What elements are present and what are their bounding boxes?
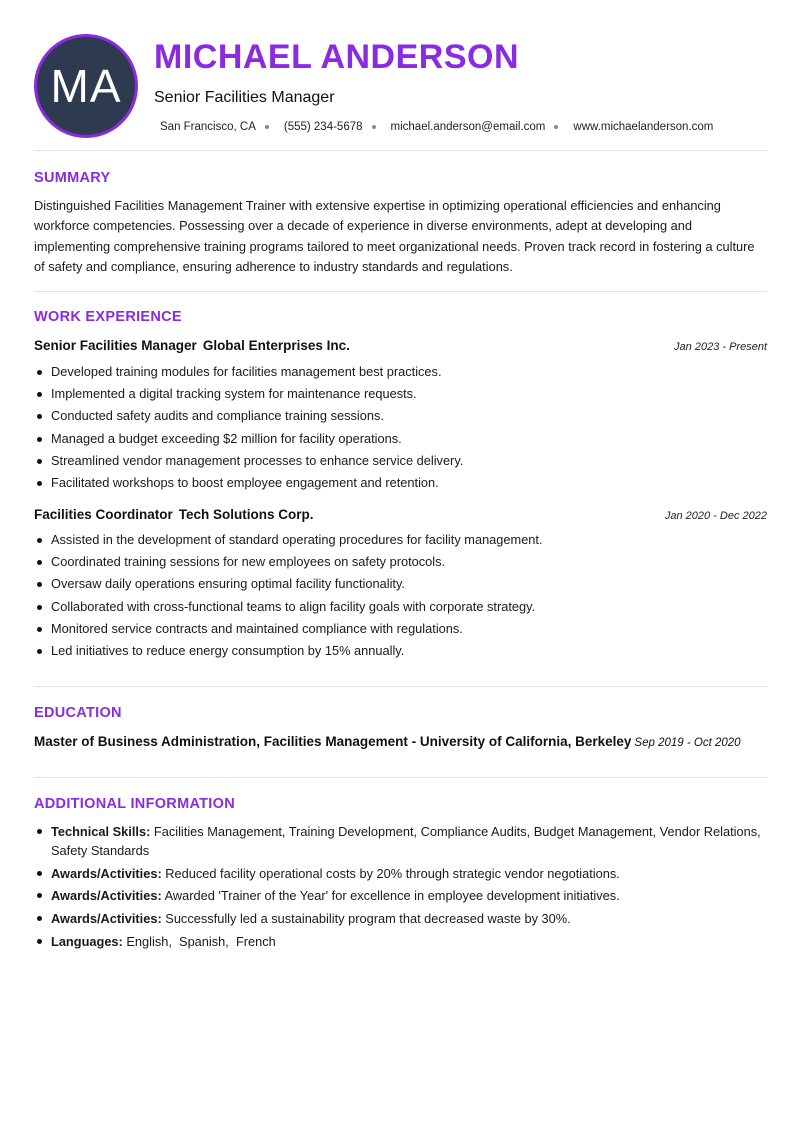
list-item: Managed a budget exceeding $2 million for facility operations. (34, 428, 767, 450)
info-text: English, Spanish, French (126, 933, 276, 949)
divider (34, 686, 767, 687)
info-text: Reduced facility operational costs by 20% through strategic vendor negotiations. (165, 865, 620, 881)
experience-heading: WORK EXPERIENCE (34, 309, 182, 325)
job-title-line (34, 507, 314, 522)
list-item: Conducted safety audits and compliance training sessions. (34, 405, 767, 427)
info-text: Facilities Management, Training Development, Compliance Audits, Budget Management, Vendor Relations, Safety Standards (51, 824, 761, 858)
list-item: Assisted in the development of standard operating procedures for facility management. (34, 529, 767, 551)
divider (34, 777, 767, 778)
job-title: Facilities Coordinator (34, 507, 173, 522)
job-header (34, 338, 767, 353)
list-item: Coordinated training sessions for new employees on safety protocols. (34, 551, 767, 573)
education-heading: EDUCATION (34, 705, 122, 721)
contact-line (160, 121, 713, 133)
avatar (34, 34, 138, 138)
divider (34, 291, 767, 292)
candidate-title: Senior Facilities Manager (154, 89, 335, 106)
education-dates: Sep 2019 - Oct 2020 (634, 737, 741, 749)
summary-text: Distinguished Facilities Management Trainer with extensive expertise in optimizing operational efficiencies and enhancing workforce competencies. Possessing over a decade of experience in diverse environments, adept at developing and implementing comprehensive training programs tailored to meet organizational needs. Proven track record in fostering a culture of safety and compliance, ensuring adherence to industry standards and regulations. (34, 198, 755, 274)
separator-dot (265, 125, 269, 129)
separator-dot (372, 125, 376, 129)
job-dates: Jan 2020 - Dec 2022 (664, 510, 767, 522)
divider (34, 150, 767, 151)
job-company: Global Enterprises Inc. (202, 338, 350, 353)
avatar-initials: MA (50, 60, 122, 112)
info-text: Awarded 'Trainer of the Year' for excellence in employee development initiatives. (164, 888, 620, 903)
list-item (34, 822, 767, 860)
info-label: Awards/Activities: (51, 888, 162, 903)
summary-heading: SUMMARY (34, 170, 111, 186)
list-item (34, 864, 767, 883)
job-bullets (34, 361, 767, 494)
separator-dot (554, 125, 558, 129)
contact-website[interactable]: www.michaelanderson.com (573, 121, 714, 133)
list-item: Developed training modules for facilities management best practices. (34, 361, 767, 383)
job-header (34, 507, 767, 522)
job-dates: Jan 2023 - Present (674, 341, 767, 353)
list-item: Oversaw daily operations ensuring optimal facility functionality. (34, 573, 767, 595)
list-item (34, 886, 767, 905)
education-degree: Master of Business Administration, Facilities Management - University of California, Berkeley (34, 734, 632, 749)
list-item: Facilitated workshops to boost employee engagement and retention. (34, 472, 767, 494)
job-company: Tech Solutions Corp. (178, 507, 314, 522)
list-item (34, 932, 767, 951)
list-item: Implemented a digital tracking system for maintenance requests. (34, 383, 767, 405)
list-item: Led initiatives to reduce energy consumption by 15% annually. (34, 640, 767, 662)
additional-list (34, 822, 767, 954)
list-item: Collaborated with cross-functional teams to align facility goals with corporate strategy. (34, 596, 767, 618)
info-text: Successfully led a sustainability program that decreased waste by 30%. (165, 910, 571, 926)
info-label: Technical Skills: (51, 824, 151, 839)
additional-heading: ADDITIONAL INFORMATION (34, 796, 235, 812)
candidate-name: MICHAEL ANDERSON (154, 38, 520, 76)
list-item: Streamlined vendor management processes to enhance service delivery. (34, 450, 767, 472)
info-label: Awards/Activities: (51, 865, 162, 881)
contact-phone: (555) 234-5678 (283, 121, 363, 133)
info-label: Languages: (51, 933, 123, 949)
job-title: Senior Facilities Manager (34, 338, 197, 353)
contact-email[interactable]: michael.anderson@email.com (390, 121, 546, 133)
list-item: Monitored service contracts and maintained compliance with regulations. (34, 618, 767, 640)
list-item (34, 909, 767, 928)
education-entry (34, 734, 774, 749)
job-bullets (34, 529, 767, 662)
contact-location: San Francisco, CA (160, 121, 256, 133)
info-label: Awards/Activities: (51, 910, 162, 926)
job-title-line (34, 338, 350, 353)
